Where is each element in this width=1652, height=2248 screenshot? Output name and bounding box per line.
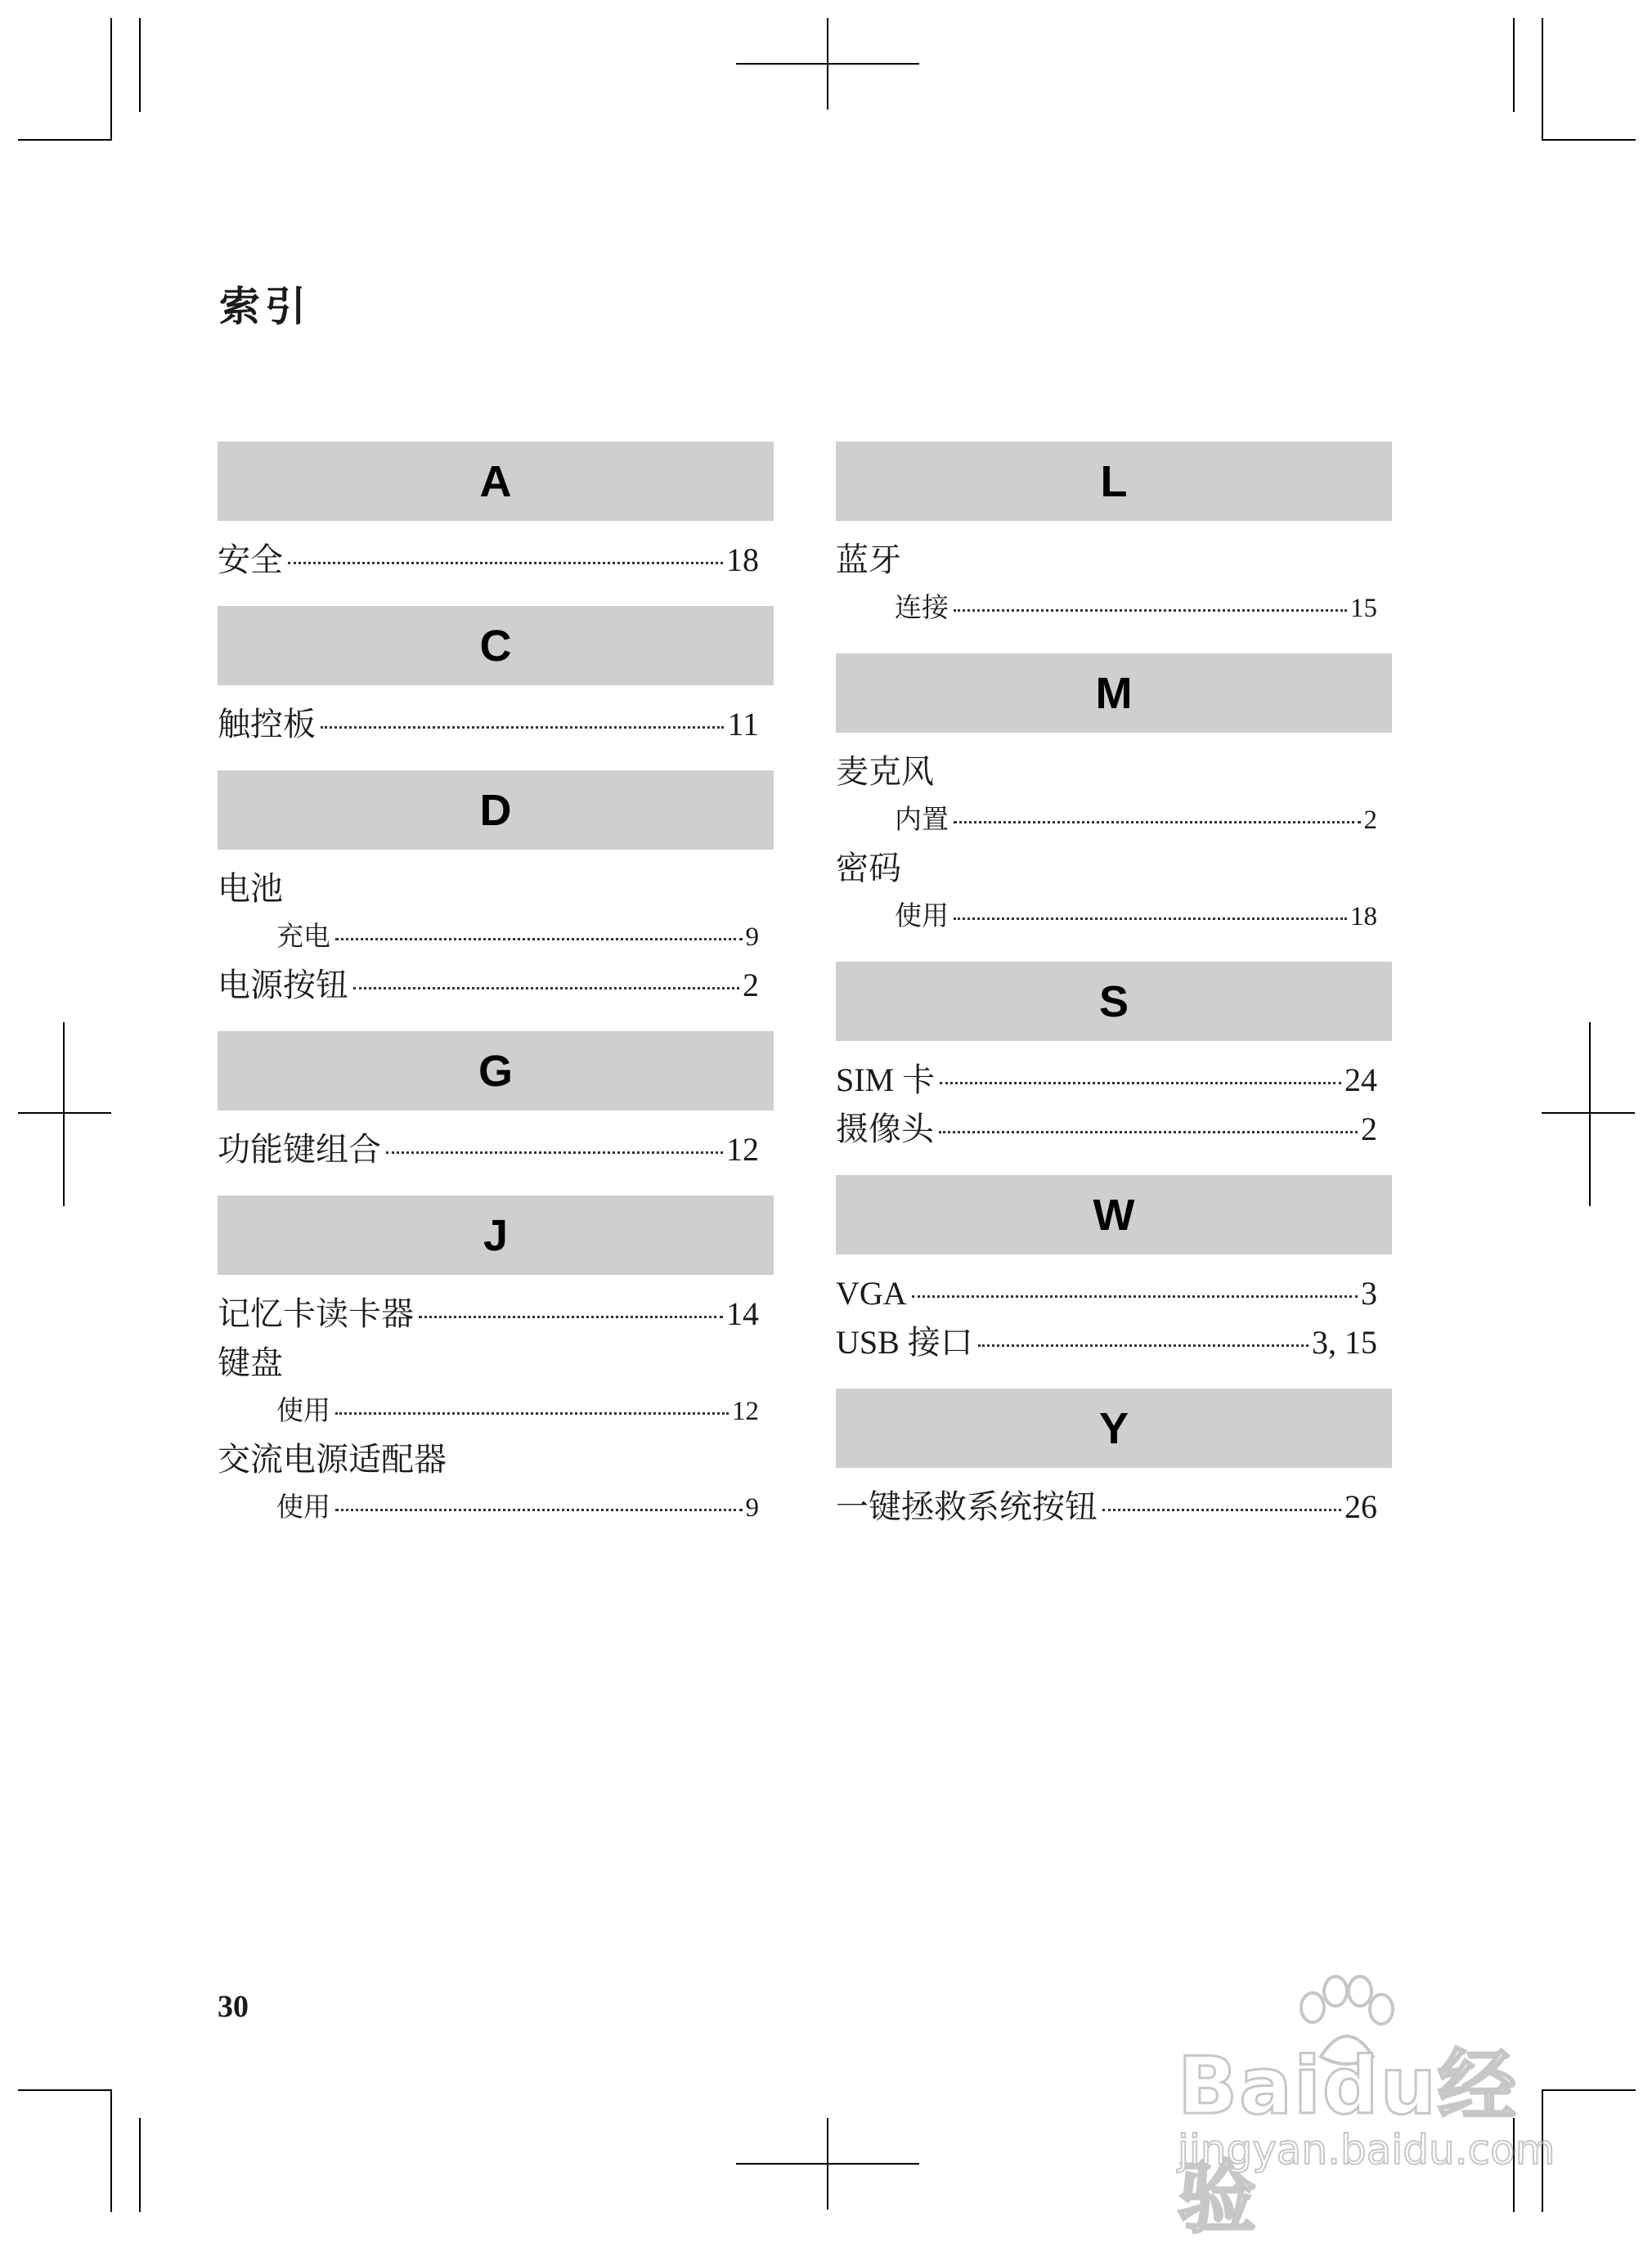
dot-leader [954, 821, 1361, 823]
index-column-left [218, 442, 774, 1532]
dot-leader [386, 1151, 723, 1154]
dot-leader [1102, 1509, 1341, 1511]
entry-term: 使用 [276, 1397, 330, 1426]
dot-leader [954, 918, 1347, 920]
entry-term: 密码 [836, 850, 901, 886]
entry-page-ref: 24 [1344, 1061, 1377, 1098]
section-header-a: A [218, 442, 774, 521]
entry-term: SIM 卡 [836, 1061, 936, 1098]
index-subentry [218, 913, 774, 961]
dot-leader [321, 726, 724, 729]
entry-term: 使用 [895, 902, 949, 931]
crop-mark [827, 2118, 828, 2210]
entry-term: 交流电源适配器 [218, 1441, 447, 1478]
index-entry [218, 700, 774, 749]
entry-page-ref: 9 [745, 1493, 759, 1523]
section-header-l: L [836, 442, 1392, 521]
entry-page-ref: 26 [1344, 1488, 1377, 1525]
dot-leader [978, 1344, 1309, 1347]
watermark-url: jingyan.baidu.com [1178, 2126, 1555, 2174]
crop-mark [1513, 18, 1515, 112]
page-title: 索引 [219, 283, 311, 330]
dot-leader [940, 1082, 1341, 1084]
section-header-j: J [218, 1196, 774, 1275]
section-header-d: D [218, 770, 774, 850]
index-entry [836, 1318, 1392, 1367]
dot-leader [288, 562, 723, 564]
entry-term: 蓝牙 [836, 541, 901, 578]
entry-term: 记忆卡读卡器 [218, 1295, 414, 1332]
dot-leader [335, 1412, 729, 1415]
index-entry [836, 747, 1392, 796]
entry-page-ref: 3, 15 [1312, 1324, 1377, 1361]
entry-page-ref: 11 [727, 706, 759, 743]
entry-term: 连接 [895, 594, 949, 623]
section-header-c: C [218, 606, 774, 685]
section-header-s: S [836, 962, 1392, 1041]
index-subentry [836, 893, 1392, 940]
entry-term: 功能键组合 [218, 1131, 381, 1168]
section-header-w: W [836, 1175, 1392, 1254]
index-entry [836, 536, 1392, 585]
crop-mark [18, 2089, 112, 2091]
dot-leader [954, 609, 1347, 612]
index-subentry [218, 1484, 774, 1532]
entry-page-ref: 12 [732, 1397, 759, 1426]
entry-term: 摄像头 [836, 1111, 934, 1147]
dot-leader [335, 938, 743, 940]
entry-term: 电池 [218, 870, 283, 907]
section-header-m: M [836, 653, 1392, 733]
watermark-logo-text: Baidu经验 [1178, 2040, 1518, 2244]
page-number: 30 [218, 1990, 249, 2024]
entry-term: VGA [836, 1275, 907, 1312]
index-entry [218, 864, 774, 913]
entry-page-ref: 2 [1363, 805, 1377, 835]
crop-mark [63, 1022, 65, 1206]
entry-page-ref: 9 [745, 922, 759, 952]
index-subentry [218, 1388, 774, 1435]
entry-page-ref: 18 [1350, 902, 1377, 931]
index-column-right [836, 442, 1392, 1532]
crop-mark [139, 2118, 141, 2212]
crop-mark [139, 18, 141, 112]
entry-term: 充电 [276, 922, 330, 952]
entry-term: 一键拯救系统按钮 [836, 1488, 1098, 1525]
section-header-y: Y [836, 1389, 1392, 1468]
entry-page-ref: 18 [726, 541, 759, 578]
entry-term: 使用 [276, 1493, 330, 1523]
index-entry [836, 1269, 1392, 1318]
dot-leader [353, 987, 739, 989]
entry-term: 安全 [218, 541, 283, 578]
entry-page-ref: 2 [743, 967, 759, 1003]
crop-mark [1542, 139, 1636, 141]
index-entry [218, 536, 774, 585]
entry-page-ref: 12 [726, 1131, 759, 1168]
index-entry [836, 1483, 1392, 1532]
entry-term: 内置 [895, 805, 949, 835]
dot-leader [939, 1131, 1358, 1133]
dot-leader [335, 1509, 743, 1511]
index-entry [218, 1435, 774, 1484]
entry-term: 触控板 [218, 706, 316, 743]
index-entry [836, 1105, 1392, 1154]
index-subentry [836, 796, 1392, 844]
entry-page-ref: 2 [1361, 1111, 1377, 1147]
crop-mark [827, 18, 828, 110]
crop-mark [110, 18, 112, 141]
baidu-watermark [1178, 1975, 1578, 2244]
crop-mark [18, 1112, 111, 1114]
index-entry [218, 1290, 774, 1339]
dot-leader [419, 1316, 723, 1318]
crop-mark [1542, 18, 1543, 141]
crop-mark [110, 2089, 112, 2212]
index-entry [218, 1125, 774, 1174]
entry-term: 麦克风 [836, 753, 934, 790]
index-entry [836, 1056, 1392, 1105]
index-entry [218, 1339, 774, 1388]
section-header-g: G [218, 1031, 774, 1111]
entry-page-ref: 14 [726, 1295, 759, 1332]
dot-leader [912, 1295, 1358, 1298]
entry-page-ref: 15 [1350, 594, 1377, 623]
index-entry [836, 844, 1392, 893]
index-subentry [836, 585, 1392, 632]
index-entry [218, 961, 774, 1010]
entry-page-ref: 3 [1361, 1275, 1377, 1312]
crop-mark [1542, 1112, 1635, 1114]
entry-term: 电源按钮 [218, 967, 348, 1003]
entry-term: USB 接口 [836, 1324, 973, 1361]
crop-mark [1589, 1022, 1591, 1206]
entry-term: 键盘 [218, 1344, 283, 1381]
crop-mark [18, 139, 112, 141]
